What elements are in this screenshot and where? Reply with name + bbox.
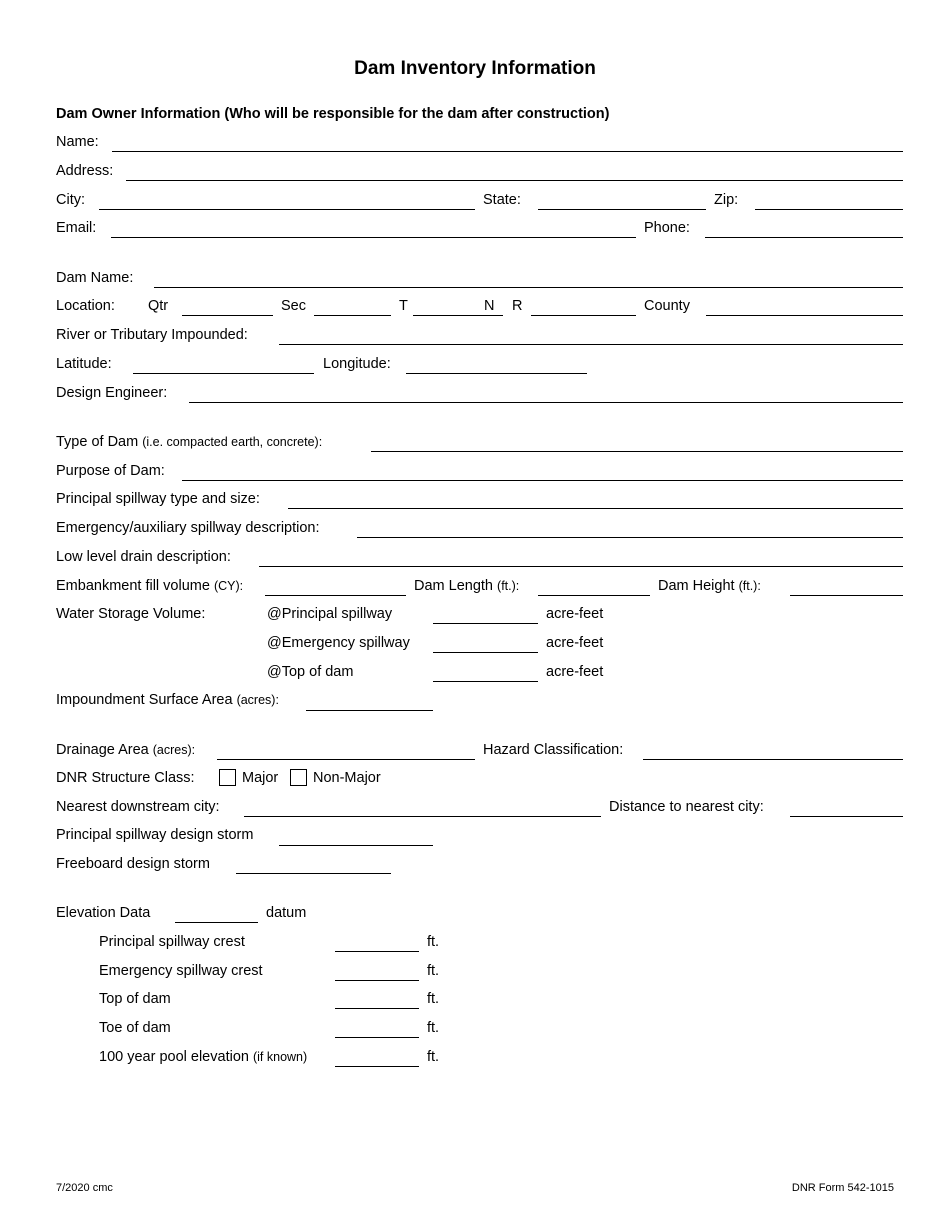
surface-area-label-text: Impoundment Surface Area bbox=[56, 692, 233, 708]
freeboard-label: Freeboard design storm bbox=[56, 856, 210, 872]
dam-name-field[interactable] bbox=[154, 287, 903, 288]
owner-zip-field[interactable] bbox=[755, 209, 903, 210]
county-label: County bbox=[644, 298, 690, 314]
owner-city-field[interactable] bbox=[99, 209, 475, 210]
dam-name-label: Dam Name: bbox=[56, 270, 134, 286]
elev-emergency-field[interactable] bbox=[335, 980, 419, 981]
fill-volume-unit: (CY): bbox=[213, 579, 244, 593]
storage-top-field[interactable] bbox=[433, 681, 538, 682]
datum-label: datum bbox=[266, 905, 307, 921]
surface-area-unit: (acres): bbox=[236, 693, 279, 707]
elev-principal-unit: ft. bbox=[427, 934, 440, 950]
design-storm-field[interactable] bbox=[279, 845, 433, 846]
township-field[interactable] bbox=[413, 315, 503, 316]
dam-height-label bbox=[658, 577, 761, 595]
drainage-area-label bbox=[56, 741, 195, 759]
fill-volume-label bbox=[56, 577, 243, 595]
principal-spillway-field[interactable] bbox=[288, 508, 903, 509]
purpose-label: Purpose of Dam: bbox=[56, 463, 165, 479]
non-major-label: Non-Major bbox=[313, 770, 381, 786]
dam-type-field[interactable] bbox=[371, 451, 903, 452]
elev-pool-field[interactable] bbox=[335, 1066, 419, 1067]
owner-zip-label: Zip: bbox=[714, 192, 739, 208]
owner-email-field[interactable] bbox=[111, 237, 636, 238]
storage-top-unit: acre-feet bbox=[546, 664, 604, 680]
elev-emergency-unit: ft. bbox=[427, 963, 440, 979]
distance-field[interactable] bbox=[790, 816, 903, 817]
sec-field[interactable] bbox=[314, 315, 391, 316]
surface-area-field[interactable] bbox=[306, 710, 433, 711]
principal-spillway-label: Principal spillway type and size: bbox=[56, 491, 260, 507]
dnr-class-label: DNR Structure Class: bbox=[56, 770, 195, 786]
fill-volume-field[interactable] bbox=[265, 595, 406, 596]
qtr-field[interactable] bbox=[182, 315, 273, 316]
owner-city-label: City: bbox=[56, 192, 85, 208]
elev-pool-hint: (if known) bbox=[252, 1050, 308, 1064]
river-field[interactable] bbox=[279, 344, 903, 345]
latitude-field[interactable] bbox=[133, 373, 314, 374]
dam-length-unit: (ft.): bbox=[497, 579, 520, 593]
location-label: Location: bbox=[56, 298, 115, 314]
elev-pool-label bbox=[99, 1048, 307, 1066]
low-level-drain-label: Low level drain description: bbox=[56, 549, 231, 565]
range-label: R bbox=[512, 298, 523, 314]
latitude-label: Latitude: bbox=[56, 356, 112, 372]
non-major-checkbox[interactable] bbox=[290, 769, 307, 786]
dam-height-unit: (ft.): bbox=[738, 579, 761, 593]
drainage-area-field[interactable] bbox=[217, 759, 475, 760]
owner-state-label: State: bbox=[483, 192, 521, 208]
dam-type-label-text: Type of Dam bbox=[56, 434, 139, 450]
dam-type-label bbox=[56, 433, 322, 451]
range-field[interactable] bbox=[531, 315, 636, 316]
dam-type-hint: (i.e. compacted earth, concrete): bbox=[142, 435, 323, 449]
engineer-field[interactable] bbox=[189, 402, 903, 403]
dam-height-label-text: Dam Height bbox=[658, 578, 735, 594]
elev-toe-unit: ft. bbox=[427, 1020, 440, 1036]
elev-pool-label-text: 100 year pool elevation bbox=[99, 1049, 249, 1065]
qtr-label: Qtr bbox=[148, 298, 169, 314]
storage-emergency-field[interactable] bbox=[433, 652, 538, 653]
owner-state-field[interactable] bbox=[538, 209, 706, 210]
longitude-field[interactable] bbox=[406, 373, 587, 374]
hazard-field[interactable] bbox=[643, 759, 903, 760]
longitude-label: Longitude: bbox=[323, 356, 391, 372]
dam-length-label bbox=[414, 577, 519, 595]
owner-heading: Dam Owner Information (Who will be responsible for the dam after construction) bbox=[56, 106, 610, 122]
emergency-spillway-field[interactable] bbox=[357, 537, 903, 538]
storage-principal-label: @Principal spillway bbox=[267, 606, 393, 622]
owner-address-label: Address: bbox=[56, 163, 114, 179]
sec-label: Sec bbox=[281, 298, 306, 314]
storage-emergency-label: @Emergency spillway bbox=[267, 635, 410, 651]
emergency-spillway-label: Emergency/auxiliary spillway description: bbox=[56, 520, 320, 536]
downstream-city-label: Nearest downstream city: bbox=[56, 799, 220, 815]
distance-label: Distance to nearest city: bbox=[609, 799, 764, 815]
drainage-area-unit: (acres): bbox=[152, 743, 196, 757]
dam-height-field[interactable] bbox=[790, 595, 903, 596]
storage-volume-label: Water Storage Volume: bbox=[56, 606, 206, 622]
owner-phone-field[interactable] bbox=[705, 237, 903, 238]
drainage-area-label-text: Drainage Area bbox=[56, 742, 149, 758]
footer-date: 7/2020 cmc bbox=[56, 1182, 113, 1194]
fill-volume-label-text: Embankment fill volume bbox=[56, 578, 210, 594]
elev-top-field[interactable] bbox=[335, 1008, 419, 1009]
owner-name-field[interactable] bbox=[112, 151, 903, 152]
page-title: Dam Inventory Information bbox=[354, 58, 596, 79]
elev-emergency-label: Emergency spillway crest bbox=[99, 963, 263, 979]
owner-name-label: Name: bbox=[56, 134, 99, 150]
storage-emergency-unit: acre-feet bbox=[546, 635, 604, 651]
owner-address-field[interactable] bbox=[126, 180, 903, 181]
county-field[interactable] bbox=[706, 315, 903, 316]
design-storm-label: Principal spillway design storm bbox=[56, 827, 254, 843]
downstream-city-field[interactable] bbox=[244, 816, 601, 817]
elevation-label: Elevation Data bbox=[56, 905, 151, 921]
elev-principal-field[interactable] bbox=[335, 951, 419, 952]
dam-length-label-text: Dam Length bbox=[414, 578, 493, 594]
freeboard-field[interactable] bbox=[236, 873, 391, 874]
river-label: River or Tributary Impounded: bbox=[56, 327, 248, 343]
elev-principal-label: Principal spillway crest bbox=[99, 934, 245, 950]
storage-principal-unit: acre-feet bbox=[546, 606, 604, 622]
elev-toe-label: Toe of dam bbox=[99, 1020, 171, 1036]
purpose-field[interactable] bbox=[182, 480, 903, 481]
north-label: N bbox=[484, 298, 495, 314]
engineer-label: Design Engineer: bbox=[56, 385, 168, 401]
owner-email-label: Email: bbox=[56, 220, 97, 236]
elev-top-label: Top of dam bbox=[99, 991, 171, 1007]
storage-top-label: @Top of dam bbox=[267, 664, 354, 680]
dam-length-field[interactable] bbox=[538, 595, 650, 596]
township-label: T bbox=[399, 298, 408, 314]
datum-field[interactable] bbox=[175, 922, 258, 923]
elev-toe-field[interactable] bbox=[335, 1037, 419, 1038]
major-label: Major bbox=[242, 770, 279, 786]
footer-form-number: DNR Form 542-1015 bbox=[791, 1182, 894, 1194]
storage-principal-field[interactable] bbox=[433, 623, 538, 624]
owner-phone-label: Phone: bbox=[644, 220, 690, 236]
elev-pool-unit: ft. bbox=[427, 1049, 440, 1065]
major-checkbox[interactable] bbox=[219, 769, 236, 786]
hazard-label: Hazard Classification: bbox=[483, 742, 624, 758]
surface-area-label bbox=[56, 691, 279, 709]
elev-top-unit: ft. bbox=[427, 991, 440, 1007]
low-level-drain-field[interactable] bbox=[259, 566, 903, 567]
